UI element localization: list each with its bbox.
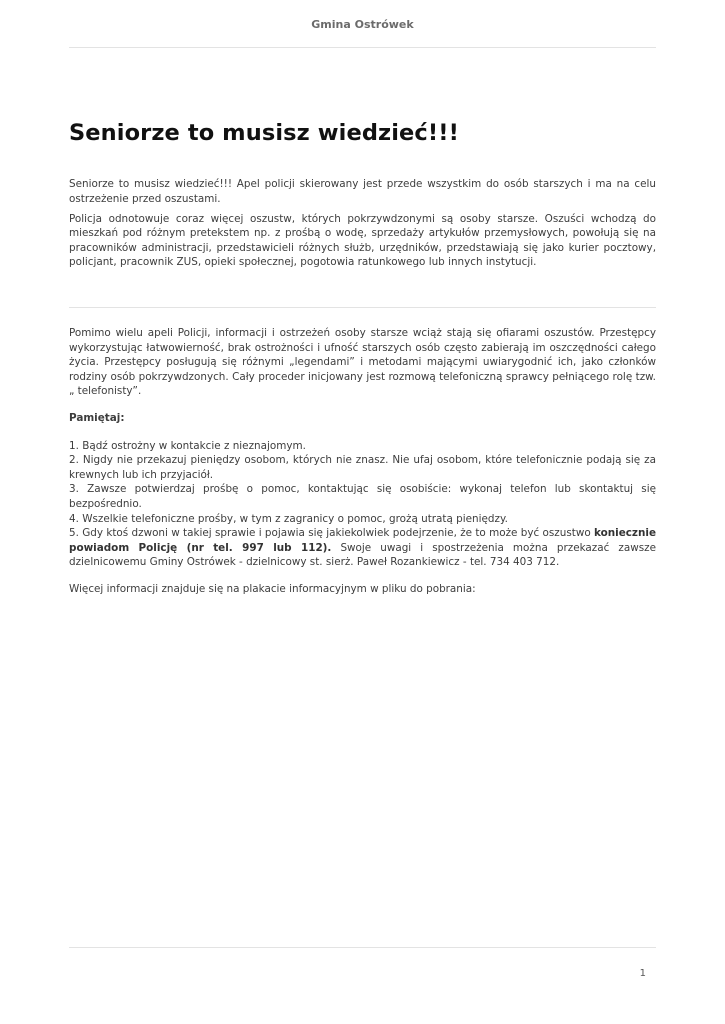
intro-paragraph-2: Policja odnotowuje coraz więcej oszustw, których pokrzywdzonymi są osoby starsze. Oszuści wchodzą do mieszkań pod różnym pretekstem np. z prośbą o wodę, sprzedaży artykułów przemysłowych, powołują się na pracowników administracji, przedstawicieli różnych służb, urzędników, przedstawiają się jako kurier pocztowy, policjant, pracownik ZUS, opieki społecznej, pogotowia ratunkowego lub innych instytucji. bbox=[69, 212, 656, 269]
header-divider bbox=[69, 47, 656, 48]
footer-divider bbox=[69, 947, 656, 948]
police-contact-emphasis: koniecznie powiadom Policję (nr tel. 997 lub 112). bbox=[69, 527, 656, 554]
more-info-text: Więcej informacji znajduje się na plakacie informacyjnym w pliku do pobrania: bbox=[69, 582, 476, 595]
tip-item-5 bbox=[69, 526, 656, 570]
tip-item: 4. Wszelkie telefoniczne prośby, w tym z zagranicy o pomoc, grożą utratą pieniędzy. bbox=[69, 512, 508, 525]
page-title: Seniorze to musisz wiedzieć!!! bbox=[69, 120, 459, 146]
intro-paragraph-1: Seniorze to musisz wiedzieć!!! Apel policji skierowany jest przede wszystkim do osób starszych i ma na celu ostrzeżenie przed oszustami. bbox=[69, 178, 656, 205]
remember-heading: Pamiętaj: bbox=[69, 411, 125, 424]
tips-list bbox=[69, 439, 656, 570]
tip-item: 3. Zawsze potwierdzaj prośbę o pomoc, kontaktując się osobiście: wykonaj telefon lub skontaktuj się bezpośrednio. bbox=[69, 483, 656, 510]
page-number: 1 bbox=[639, 968, 646, 979]
body-paragraph: Pomimo wielu apeli Policji, informacji i ostrzeżeń osoby starsze wciąż stają się ofiarami oszustów. Przestępcy wykorzystując łatwowierność, brak ostrożności i ufność starszych osób często zabierają im oszczędności całego życia. Przestępcy posługują się różnymi „legendami” i metodami mającymi uwiarygodnić ich, jako członków rodziny osób pokrzywdzonych. Cały proceder inicjowany jest rozmową telefoniczną sprawcy pełniącego rolę tzw. „ telefonisty”. bbox=[69, 327, 656, 398]
content-section bbox=[69, 326, 656, 597]
section-divider bbox=[69, 307, 656, 308]
intro-section bbox=[69, 177, 656, 270]
tip5-contact-text: Swoje uwagi i spostrzeżenia można przekazać zawsze dzielnicowemu Gminy Ostrówek - dzielnicowy st. sierż. Paweł Rozankiewicz - tel. 734 403 712. bbox=[69, 541, 656, 569]
site-name: Gmina Ostrówek bbox=[311, 18, 414, 31]
tip5-text: 5. Gdy ktoś dzwoni w takiej sprawie i pojawia się jakiekolwiek podejrzenie, że to może być oszustwo bbox=[69, 527, 594, 540]
tip-item: 1. Bądź ostrożny w kontakcie z nieznajomym. bbox=[69, 439, 306, 452]
tip-item: 2. Nigdy nie przekazuj pieniędzy osobom, których nie znasz. Nie ufaj osobom, które telefonicznie podają się za krewnych lub ich przyjaciół. bbox=[69, 454, 656, 481]
